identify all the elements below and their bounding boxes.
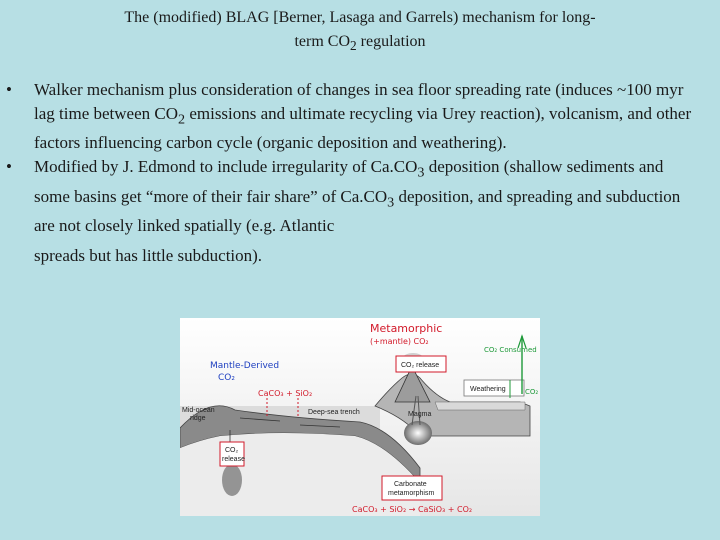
- title-line-2-sub: 2: [350, 38, 357, 54]
- bullet-2-text-c: deposition, and spreading and subduction are not closely linked spatially (e.g. Atlantic: [34, 186, 681, 236]
- label-co2-release-bottom-2: release: [222, 456, 245, 463]
- title-line-1: The (modified) BLAG [Berner, Lasaga and Garrels) mechanism for long-: [124, 9, 596, 26]
- co2-plume: [222, 464, 242, 496]
- sediment-layer: [435, 402, 525, 410]
- bullet-2-text-a: Modified by J. Edmond to include irregularity of Ca.CO: [34, 157, 418, 177]
- title-line-2-pre: term CO: [294, 33, 350, 50]
- label-deep-sea-trench: Deep-sea trench: [308, 409, 360, 416]
- hand-mantle-derived-1: Mantle-Derived: [210, 361, 280, 371]
- hand-co2-consumed: CO₂ Consumed: [484, 346, 537, 354]
- bullet-2-text-d: spreads but has little subduction).: [34, 246, 263, 266]
- label-carbonate-1: Carbonate: [394, 481, 427, 488]
- magma-chamber: [404, 421, 432, 445]
- bullet-2-sub-b: 3: [387, 194, 395, 211]
- bullet-1-text-a: Walker mechanism plus consideration of changes in sea floor spreading rate (induces ~100 myr lag time between CO: [34, 80, 684, 123]
- bullet-2-sub-a: 3: [417, 164, 425, 181]
- diagram-svg: [180, 318, 540, 516]
- hand-metamorphic-1: Metamorphic: [370, 322, 443, 335]
- bullet-1-sub: 2: [178, 111, 186, 128]
- label-mid-ocean-2: ridge: [190, 415, 206, 422]
- label-mid-ocean-1: Mid-ocean: [182, 407, 215, 414]
- label-co2-release-bottom-1: CO₂: [225, 447, 239, 454]
- bullet-item-1: [6, 78, 696, 155]
- bullet-1-text-b: emissions and ultimate recycling via Urey reaction), volcanism, and other factors influencing carbon cycle (organic deposition and weathering).: [34, 104, 692, 153]
- bullet-list: [6, 78, 696, 268]
- label-weathering: Weathering: [470, 386, 506, 393]
- bullet-item-2: [6, 155, 696, 268]
- label-carbonate-2: metamorphism: [388, 490, 435, 497]
- slide-title: [60, 6, 660, 58]
- label-magma: Magma: [408, 411, 432, 418]
- hand-co2-right: CO₂: [525, 388, 539, 396]
- label-co2-release-top: CO₂ release: [401, 362, 440, 369]
- title-line-2-post: regulation: [356, 33, 426, 50]
- hand-metamorphic-2: (+mantle) CO₂: [370, 337, 429, 346]
- hand-mantle-derived-2: CO₂: [218, 373, 235, 383]
- hand-reaction: CaCO₃ + SiO₂ → CaSiO₃ + CO₂: [352, 505, 473, 514]
- hand-caco3-sio2: CaCO₃ + SiO₂: [258, 389, 313, 398]
- bullet-dot: •: [6, 157, 12, 177]
- bullet-dot: •: [6, 80, 12, 99]
- blag-diagram: [180, 318, 540, 516]
- bullet-2-text-b: deposition (shallow sediments and some basins get “more of their fair share” of Ca.CO: [34, 157, 664, 206]
